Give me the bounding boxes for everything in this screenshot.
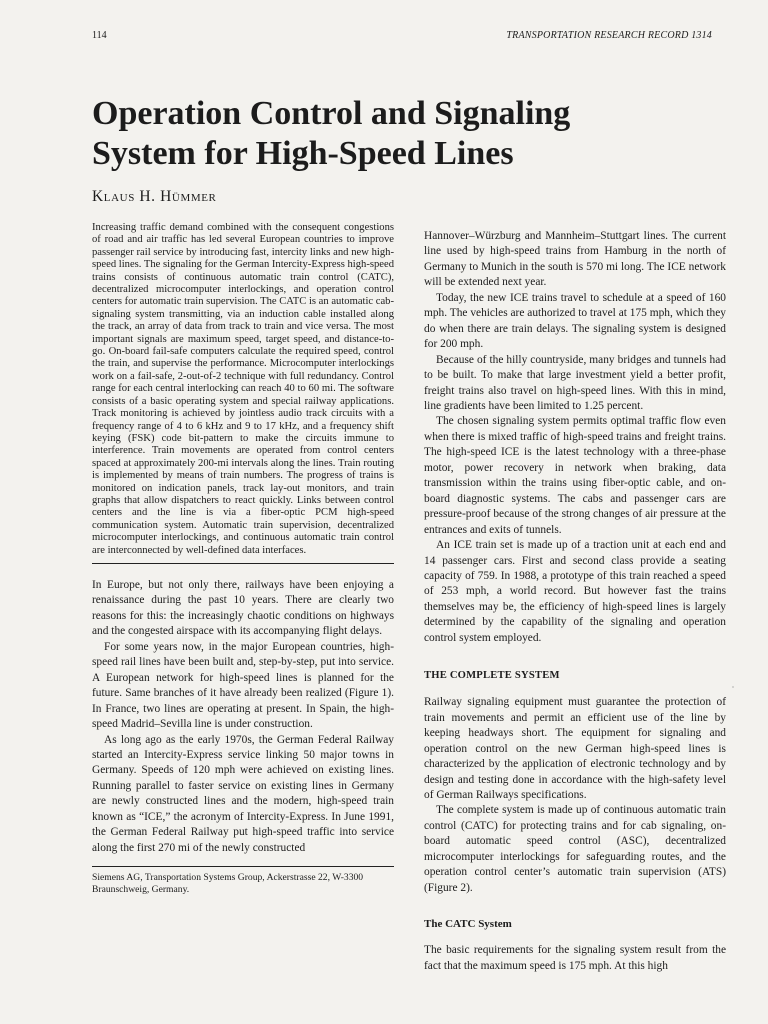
paragraph: Hannover–Würzburg and Mannheim–Stuttgart lines. The current line used by high-speed trains from Hamburg in the north of Germany to Munich in the south is 570 mi long. The ICE network will be extended next year. (424, 230, 726, 289)
section-body (424, 695, 726, 896)
right-column (424, 229, 726, 974)
left-body (92, 578, 394, 856)
paragraph: The basic requirements for the signaling system result from the fact that the maximum speed is 175 mph. At this high (424, 944, 726, 972)
author-name: Klaus H. Hümmer (92, 188, 217, 205)
journal-name: TRANSPORTATION RESEARCH RECORD 1314 (506, 30, 712, 41)
footnote-divider (92, 866, 394, 867)
abstract: Increasing traffic demand combined with the consequent congestions of road and air traffic has led several European countries to improve passenger rail service by introducing fast, intercity links and new high-speed lines. The signaling for the German Intercity-Express high-speed trains consists of continuous automatic train control (CATC), decentralized microcomputer interlockings, and operation control centers for automatic train supervision. The CATC is an automatic cab-signaling system transmitting, via an induction cable installed along the track, an array of data from track to train and vice versa. The most important signals are maximum speed, target speed, and distance-to-go. On-board fail-safe computers calculate the required speed, control the train, and supervise the performance. Microcomputer interlockings work on a fail-safe, 2-out-of-2 technique with full redundancy. Control range for each central interlocking can reach 40 to 60 mi. The software consists of a basic operating system and special railway applications. Track monitoring is achieved by jointless audio track circuits with a frequency range of 4 to 6 kHz and 9 to 17 kHz, and a frequency shift keying (FSK) code bit-pattern to make the circuits immune to interference. Train movements are operated from control centers spaced at approximately 200-mi intervals along the lines. Train routing is implemented by means of train numbers. The progress of trains is monitored on indication panels, track lay-out monitors, and train graphs that allow dispatchers to react quickly. Links between control centers and the line is via a fiber-optic PCM high-speed communication system. Automatic train supervision, decentralized microcomputer interlockings, and continuous automatic train control are interconnected by well-defined data interfaces. (92, 222, 394, 556)
abstract-divider (92, 563, 394, 564)
title-line-2: System for High-Speed Lines (92, 135, 514, 172)
paragraph: The chosen signaling system permits optimal traffic flow even when there is mixed traffic of high-speed trains and freight trains. The high-speed ICE is the latest technology with a three-phase motor, power recovery in network when braking, data transmission within the trains using fiber-optic cable, and on-board diagnostic systems. The cabs and passenger cars are pressure-proof because of the strong changes of air pressure at the entrances and exits of tunnels. (424, 415, 726, 536)
page-number: 114 (92, 30, 107, 41)
paragraph: An ICE train set is made up of a traction unit at each end and 14 passenger cars. First and second class provide a seating capacity of 759. In 1988, a prototype of this train reached a speed of 253 mph, a world record. But however fast the trains themselves may be, the efficiency of high-speed lines is largely determined by the capability of the signaling and operation control system employed. (424, 539, 726, 644)
right-body (424, 229, 726, 646)
title-line-1: Operation Control and Signaling (92, 95, 571, 132)
paragraph: For some years now, in the major European countries, high-speed rail lines have been built and, step-by-step, put into service. A European network for high-speed lines is planned for the future. Same branches of it have already been realized (Figure 1). In France, two lines are operating at present. In Spain, the high-speed Madrid–Sevilla line is under construction. (92, 640, 394, 731)
paragraph: The complete system is made up of continuous automatic train control (CATC) for protecting trains and for cab signaling, on-board automatic speed control (ASC), decentralized microcomputer interlockings for safeguarding routes, and the operation control center’s automatic train supervision (ATS) (Figure 2). (424, 804, 726, 894)
paragraph: In Europe, but not only there, railways have been enjoying a renaissance during the past 10 years. There are clearly two reasons for this: the increasingly chaotic conditions on highways and the congested airspace with its accompanying flight delays. (92, 578, 394, 638)
section-heading: THE COMPLETE SYSTEM (424, 670, 560, 682)
paragraph: Because of the hilly countryside, many bridges and tunnels had to be built. To make that large investment yield a better profit, freight trains also travel on high-speed lines. With this in mind, line gradients have been limited to 1.25 percent. (424, 353, 726, 412)
scan-speck (732, 686, 734, 688)
author-affiliation-footnote: Siemens AG, Transportation Systems Group, Ackerstrasse 22, W-3300 Braunschweig, Germany. (92, 872, 364, 895)
paragraph: Railway signaling equipment must guarantee the protection of train movements and permit an efficient use of the line by keeping headways short. The equipment for signaling and operation control on the new German high-speed lines is characterized by the application of electronic technology and by design and testing done in accordance with the high-safety level of German Railways specifications. (424, 696, 726, 801)
subsection-heading: The CATC System (424, 918, 512, 931)
article-title (92, 94, 712, 174)
paragraph: Today, the new ICE trains travel to schedule at a speed of 160 mph. The vehicles are authorized to travel at 175 mph, which they do when there are train delays. The signaling system is designed for 200 mph. (424, 291, 726, 351)
left-column (92, 222, 394, 895)
paragraph: As long ago as the early 1970s, the German Federal Railway started an Intercity-Express service linking 50 major towns in Germany. Speeds of 120 mph were achieved on existing lines. Running parallel to faster service on existing lines in Germany are newly constructed lines and the modern, high-speed train known as “ICE,” the acronym of Intercity-Express. In June 1991, the German Federal Railway put high-speed traffic into service along the first 270 mi of the newly constructed (92, 733, 394, 854)
subsection-body (424, 943, 726, 974)
